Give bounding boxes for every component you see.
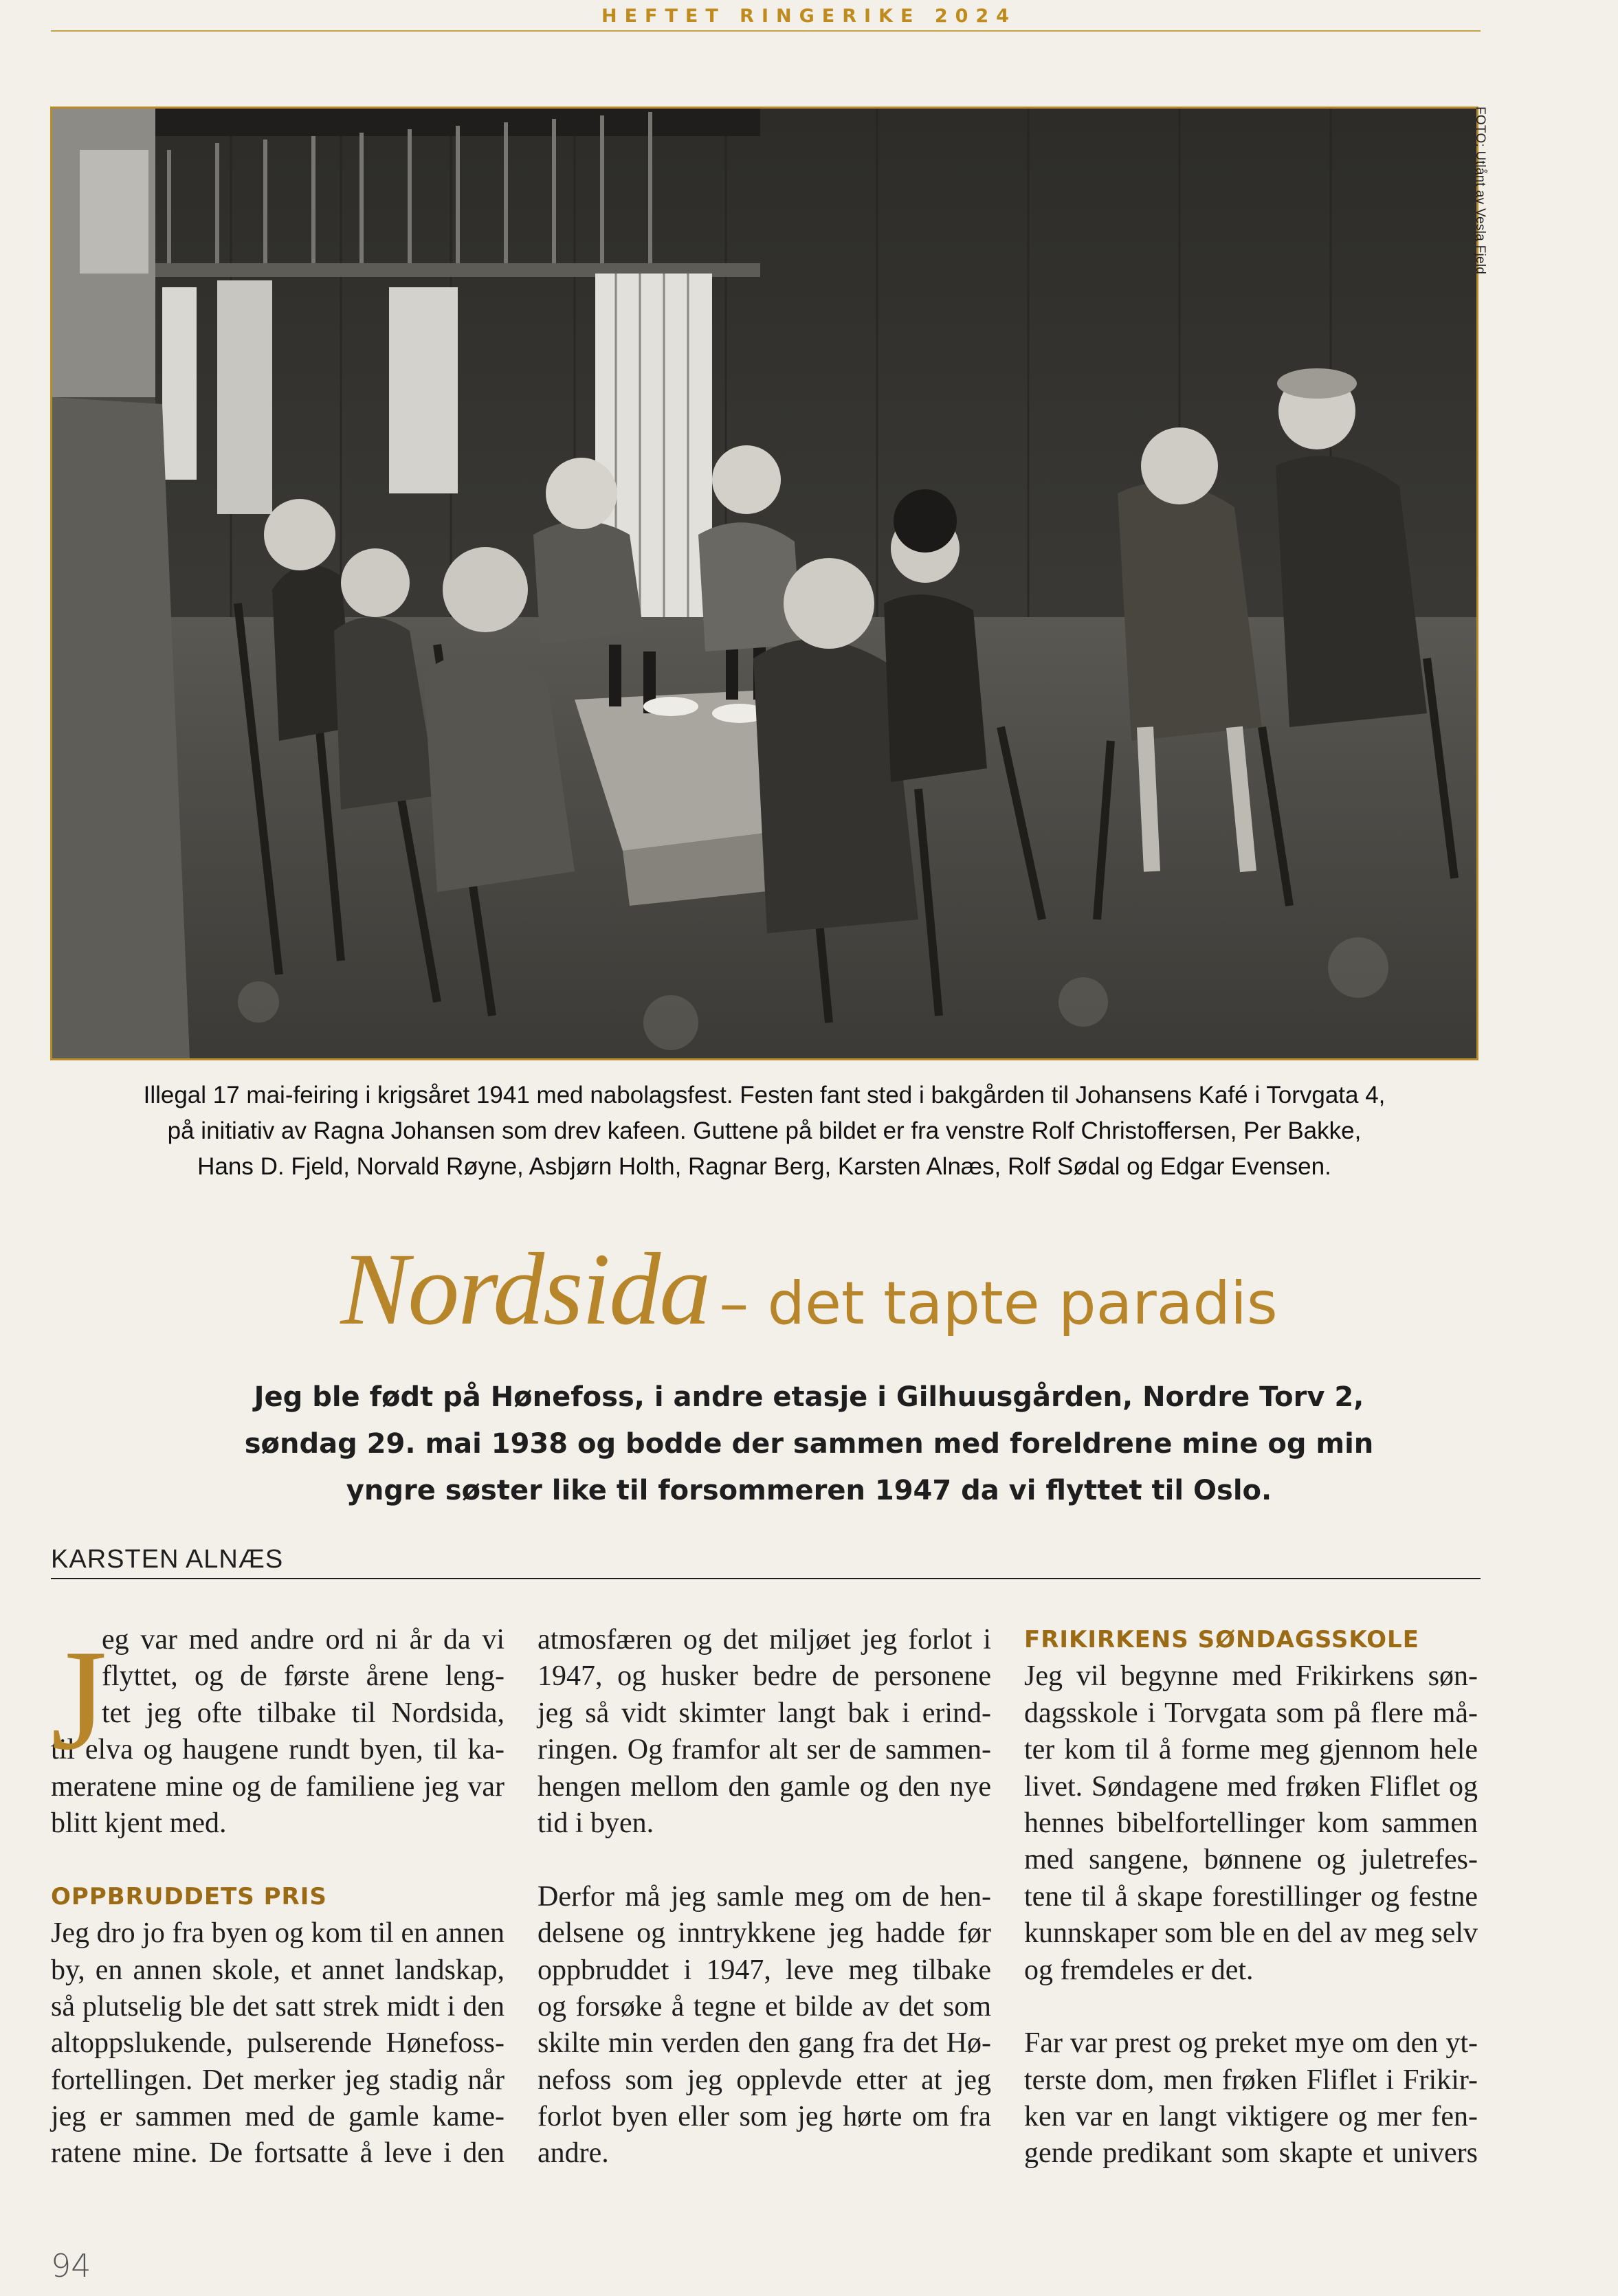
body-line: jeg så vidt skimter langt bak i erind- [538,1697,991,1729]
caption-line: Hans D. Fjeld, Norvald Røyne, Asbjørn Holth, Ragnar Berg, Karsten Alnæs, Rolf Sødal og Edgar Evensen. [197,1153,1331,1180]
header-rule [51,30,1481,32]
body-line: med sangene, bønnene og juletrefes- [1024,1844,1478,1876]
caption-line: på initiativ av Ragna Johansen som drev kafeen. Guttene på bildet er fra venstre Rolf Christoffersen, Per Bakke, [167,1117,1362,1144]
body-line: kunnskaper som ble en del av meg selv [1024,1917,1478,1950]
body-line: livet. Søndagene med frøken Fliflet og [1024,1770,1478,1803]
photo-credit: FOTO: Utlånt av Vesla Fjeld [1473,107,1487,275]
body-line: nefoss som jeg opplevde etter at jeg [538,2064,991,2096]
body-line: dagsskole i Torvgata som på flere må- [1024,1697,1478,1729]
body-line: tid i byen. [538,1807,654,1839]
body-line: delsene og inntrykkene jeg hadde før [538,1917,991,1950]
body-line: flyttet, og de første årene leng- [102,1660,505,1693]
body-line: 1947, og husker bedre de personene [538,1660,991,1693]
article-title [0,1230,1618,1348]
drop-cap: J [51,1620,107,1780]
body-column-2 [538,1622,991,2172]
body-line: meratene mine og de familiene jeg var [51,1770,505,1803]
body-line: hennes bibelfortellinger kom sammen [1024,1807,1478,1839]
body-line: by, en annen skole, et annet landskap, [51,1954,505,1986]
body-line: og forsøke å tegne et bilde av det som [538,1990,991,2022]
lead-line: yngre søster like til forsommeren 1947 da vi flyttet til Oslo. [346,1475,1272,1506]
byline-rule [51,1578,1481,1579]
running-header: HEFTET RINGERIKE 2024 [601,5,1017,27]
body-line: atmosfæren og det miljøet jeg forlot i [538,1624,991,1656]
body-line: skilte min verden den gang fra det Hø- [538,2027,991,2060]
body-line: gende predikant som skapte et univers [1024,2137,1478,2170]
subheading: FRIKIRKENS SØNDAGSSKOLE [1024,1626,1419,1653]
subheading: OPPBRUDDETS PRIS [51,1882,327,1910]
body-line: Derfor må jeg samle meg om de hen- [538,1880,991,1913]
paragraph-gap [51,1842,505,1878]
body-line: ringen. Og framfor alt ser de sammen- [538,1734,991,1766]
lead-line: søndag 29. mai 1938 og bodde der sammen med foreldrene mine og min [244,1428,1374,1460]
body-line: jeg er sammen med de gamle kame- [51,2101,505,2133]
body-line: ter kom til å forme meg gjennom hele [1024,1734,1478,1766]
historical-photo [50,107,1478,1060]
body-line: forlot byen eller som jeg hørte om fra [538,2101,991,2133]
body-line: Jeg vil begynne med Frikirkens søn- [1024,1660,1478,1693]
body-column-1 [51,1622,505,2172]
body-column-3 [1024,1622,1478,2172]
body-line: tet jeg ofte tilbake til Nordsida, [102,1697,505,1729]
body-line: terste dom, men frøken Fliflet i Frikir- [1024,2064,1478,2096]
title-rest: – det tapte paradis [719,1269,1278,1338]
body-line: hengen mellom den gamle og den nye [538,1770,991,1803]
caption-line: Illegal 17 mai-feiring i krigsåret 1941 med nabolagsfest. Festen fant sted i bakgården til Johansens Kafé i Torvgata 4, [143,1082,1386,1108]
body-line: altoppslukende, pulserende Hønefoss- [51,2027,505,2060]
lead-line: Jeg ble født på Hønefoss, i andre etasje i Gilhuusgården, Nordre Torv 2, [254,1381,1364,1413]
body-line: tene til å skape forestillinger og festne [1024,1880,1478,1913]
body-line: eg var med andre ord ni år da vi [102,1624,505,1656]
body-line: ken var en langt viktigere og mer fen- [1024,2101,1478,2133]
body-line: blitt kjent med. [51,1807,227,1839]
paragraph-gap [1024,1989,1478,2025]
title-script: Nordsida [340,1232,710,1346]
body-line: Far var prest og preket mye om den yt- [1024,2027,1478,2060]
paragraph-gap [538,1842,991,1878]
body-line: Jeg dro jo fra byen og kom til en annen [51,1917,505,1950]
body-line: ratene mine. De fortsatte å leve i den [51,2137,505,2170]
lead-paragraph [0,1374,1618,1514]
body-line: oppbruddet i 1947, leve meg tilbake [538,1954,991,1986]
body-line: fortellingen. Det merker jeg stadig når [51,2064,505,2096]
page-number: 94 [51,2247,91,2284]
body-line: andre. [538,2137,609,2170]
photo-caption [82,1078,1446,1185]
photo-illustration [52,109,1476,1058]
author-byline: KARSTEN ALNÆS [51,1545,284,1574]
body-line: til elva og haugene rundt byen, til ka- [51,1734,505,1766]
body-line: så plutselig ble det satt strek midt i den [51,1990,505,2022]
body-line: og fremdeles er det. [1024,1954,1254,1986]
